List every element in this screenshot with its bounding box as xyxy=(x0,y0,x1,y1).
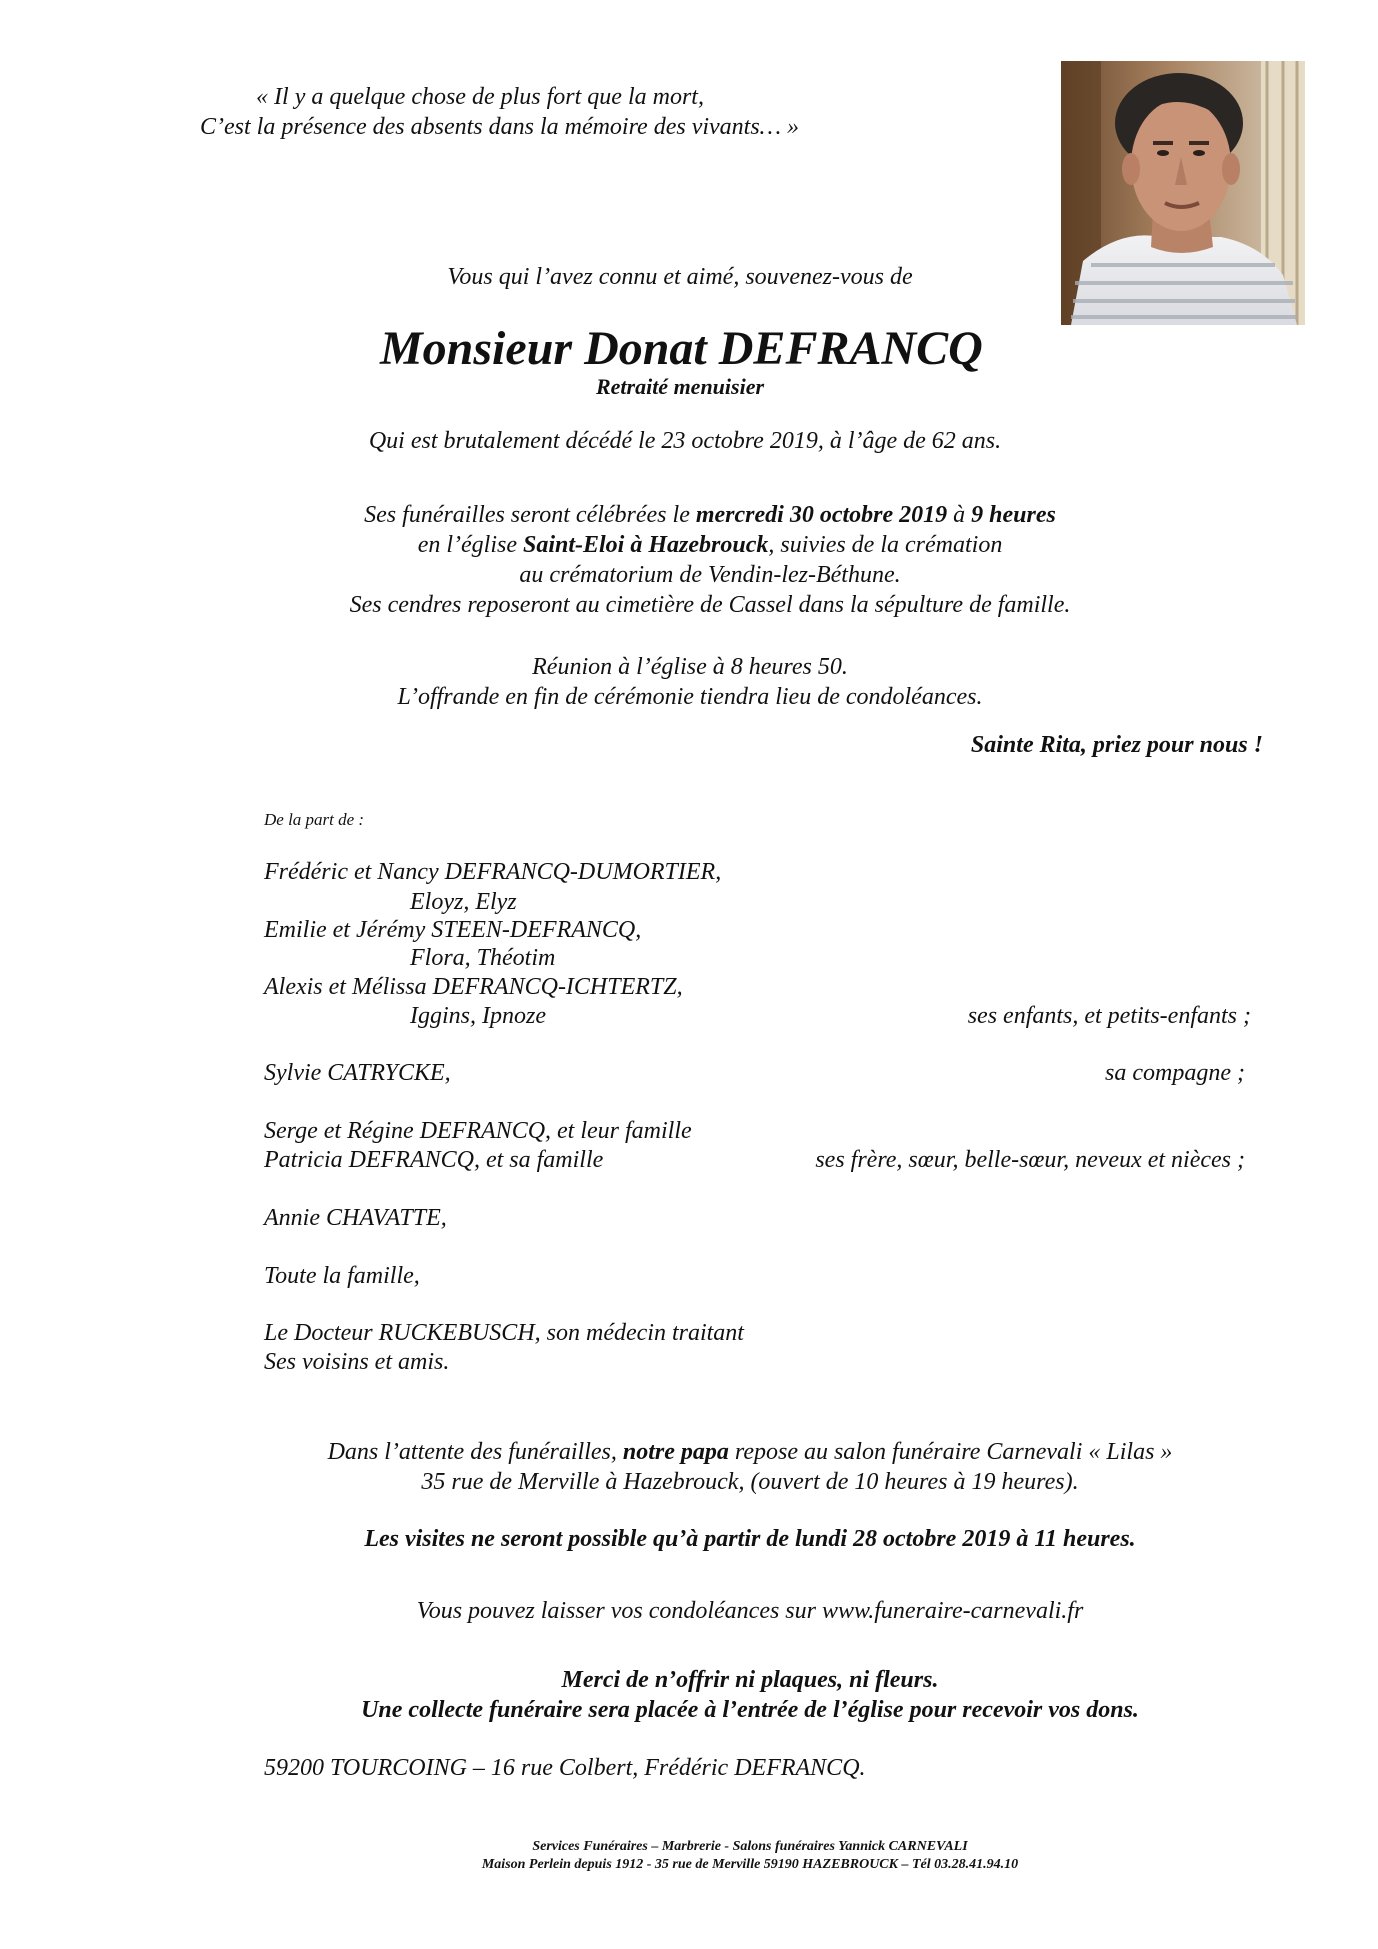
relation-children: ses enfants, et petits-enfants ; xyxy=(967,1003,1251,1029)
condolences-notice: Vous pouvez laisser vos condoléances sur www.funeraire-carnevali.fr xyxy=(416,1598,1084,1624)
rest-details xyxy=(290,1437,1210,1497)
intro-text: Vous qui l’avez connu et aimé, souvenez-vous de xyxy=(447,264,913,290)
prayer: Sainte Rita, priez pour nous ! xyxy=(970,732,1263,758)
no-flowers-notice xyxy=(290,1665,1210,1725)
rest-bold: notre papa xyxy=(622,1439,729,1465)
family-other: Annie CHAVATTE, xyxy=(264,1205,447,1231)
no-flowers-line-1: Merci de n’offrir ni plaques, ni fleurs. xyxy=(561,1667,939,1693)
funeral-line-1: Ses funérailles seront célébrées le mercredi 30 octobre 2019 à 9 heures xyxy=(364,502,1056,528)
deceased-occupation: Retraité menuisier xyxy=(595,374,765,399)
quote xyxy=(200,82,800,142)
rest-line-1: Dans l’attente des funérailles, notre papa repose au salon funéraire Carnevali « Lilas » xyxy=(327,1439,1173,1465)
funeral-details xyxy=(260,500,1160,620)
meeting-line-1: Réunion à l’église à 8 heures 50. xyxy=(532,654,848,680)
deceased-name: Monsieur Donat DEFRANCQ xyxy=(380,322,983,375)
relation-companion: sa compagne ; xyxy=(1105,1060,1245,1086)
family-sibling-1: Serge et Régine DEFRANCQ, et leur famille xyxy=(264,1118,692,1144)
no-flowers-line-2: Une collecte funéraire sera placée à l’entrée de l’église pour recevoir vos dons. xyxy=(361,1697,1139,1723)
quote-line-2: C’est la présence des absents dans la mémoire des vivants… » xyxy=(200,114,800,140)
footer-line-1: Services Funéraires – Marbrerie - Salons funéraires Yannick CARNEVALI xyxy=(532,1839,968,1854)
funeral-time: 9 heures xyxy=(971,502,1056,528)
family-address: 59200 TOURCOING – 16 rue Colbert, Frédéric DEFRANCQ. xyxy=(264,1755,866,1781)
family-all: Toute la famille, xyxy=(264,1263,420,1289)
footer xyxy=(290,1838,1210,1874)
funeral-line-2: en l’église Saint-Eloi à Hazebrouck, suivies de la crémation xyxy=(417,532,1003,558)
rest-line-2: 35 rue de Merville à Hazebrouck, (ouvert de 10 heures à 19 heures). xyxy=(421,1469,1079,1495)
quote-line-1: « Il y a quelque chose de plus fort que la mort, xyxy=(256,84,704,110)
family-doctor: Le Docteur RUCKEBUSCH, son médecin traitant xyxy=(264,1320,744,1346)
family-child-2: Emilie et Jérémy STEEN-DEFRANCQ, xyxy=(264,917,642,943)
funeral-date: mercredi 30 octobre 2019 xyxy=(695,502,948,528)
funeral-line-3: au crématorium de Vendin-lez-Béthune. xyxy=(519,562,901,588)
family-grandchildren-1: Eloyz, Elyz xyxy=(410,889,517,915)
funeral-church: Saint-Eloi à Hazebrouck xyxy=(522,532,769,558)
visits-notice: Les visites ne seront possible qu’à partir de lundi 28 octobre 2019 à 11 heures. xyxy=(364,1526,1136,1552)
portrait-photo xyxy=(1061,61,1305,325)
meeting-line-2: L’offrande en fin de cérémonie tiendra lieu de condoléances. xyxy=(397,684,983,710)
family-grandchildren-2: Flora, Théotim xyxy=(410,945,556,971)
funeral-line-4: Ses cendres reposeront au cimetière de Cassel dans la sépulture de famille. xyxy=(349,592,1071,618)
family-sibling-2: Patricia DEFRANCQ, et sa famille xyxy=(264,1147,604,1173)
family-child-1: Frédéric et Nancy DEFRANCQ-DUMORTIER, xyxy=(264,859,722,885)
footer-line-2: Maison Perlein depuis 1912 - 35 rue de Merville 59190 HAZEBROUCK – Tél 03.28.41.94.10 xyxy=(481,1857,1019,1872)
family-child-3: Alexis et Mélissa DEFRANCQ-ICHTERTZ, xyxy=(264,974,683,1000)
relation-siblings: ses frère, sœur, belle-sœur, neveux et nièces ; xyxy=(815,1147,1245,1173)
family-grandchildren-3: Iggins, Ipnoze xyxy=(410,1003,546,1029)
family-neighbours: Ses voisins et amis. xyxy=(264,1349,450,1375)
family-companion: Sylvie CATRYCKE, xyxy=(264,1060,451,1086)
from-label: De la part de : xyxy=(264,810,365,829)
meeting-details xyxy=(300,652,1080,712)
death-notice: Qui est brutalement décédé le 23 octobre 2019, à l’âge de 62 ans. xyxy=(368,428,1002,454)
